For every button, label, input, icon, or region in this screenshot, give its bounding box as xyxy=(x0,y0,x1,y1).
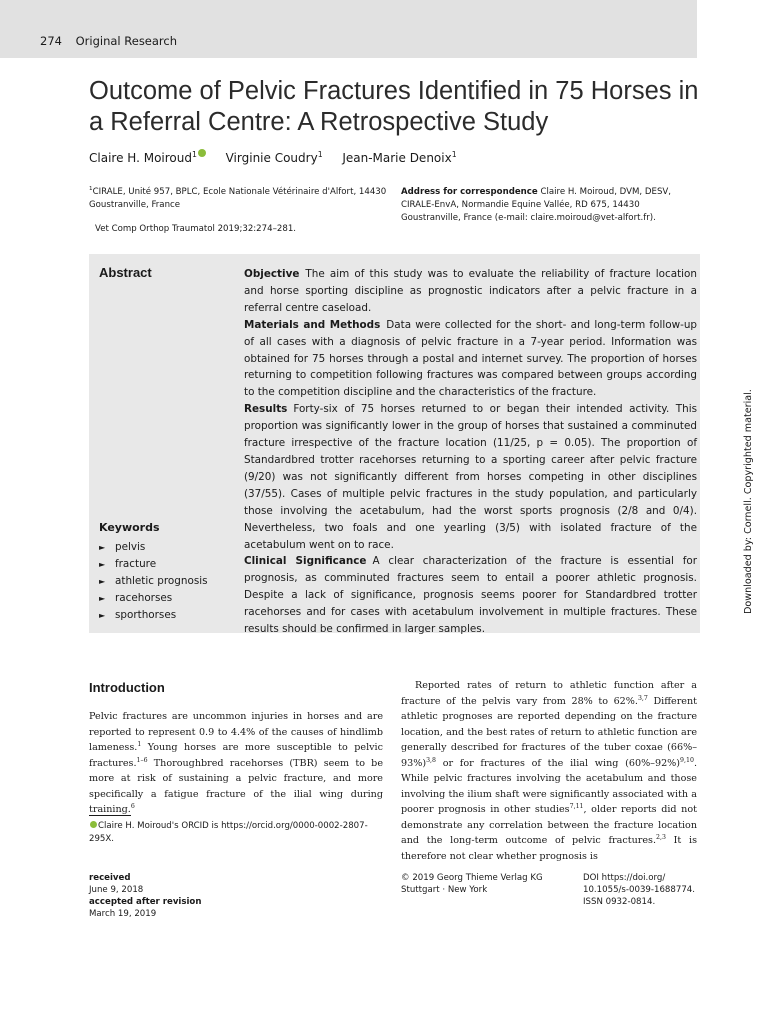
revised-date: March 19, 2019 xyxy=(89,909,157,919)
keywords-list xyxy=(99,539,208,624)
affiliation-sup: 1 xyxy=(89,186,93,193)
intro-text: , older reports did not demonstrate any correlation between the fracture location and the long-term outcome of pelvic fractures. xyxy=(401,804,697,846)
reference-sup[interactable]: 9,10 xyxy=(680,756,694,764)
doi-info xyxy=(583,872,695,908)
keyword-item xyxy=(99,556,208,573)
author-affil-sup: 1 xyxy=(191,150,197,159)
article-title: Outcome of Pelvic Fractures Identified in 75 Horses in a Referral Centre: A Retrospective Study xyxy=(89,77,699,136)
introduction-right-column xyxy=(401,678,697,864)
keyword-item xyxy=(99,539,208,556)
keyword-text: sporthorses xyxy=(115,609,177,621)
intro-text: Pelvic fractures are uncommon injuries in horses and are reported to represent 0.9 to 4.4% of the causes of hindlimb lameness. xyxy=(89,711,383,753)
significance-text: A clear characterization of the fracture is essential for prognosis, as comminuted fractures seem to entail a poorer athletic prognosis. Despite a lack of significance, prognosis seems poorer for Standardbred trotter racehorses and for cases with acetabulum involvement in multiple fractures. These results should be confirmed in larger samples. xyxy=(244,555,697,636)
reference-sup[interactable]: 3,8 xyxy=(426,756,436,764)
keyword-text: pelvis xyxy=(115,541,146,553)
page-number: 274 xyxy=(40,34,62,48)
abstract-results xyxy=(244,401,697,553)
intro-text: Reported rates of return to athletic function after a fracture of the pelvis vary from 28% to 62%. xyxy=(401,680,697,707)
intro-text: or for fractures of the ilial wing (60%–92%) xyxy=(436,757,681,769)
significance-label: Clinical Significance xyxy=(244,555,367,568)
intro-paragraph xyxy=(401,678,697,864)
affiliation xyxy=(89,186,389,212)
arrow-right-icon: ► xyxy=(99,611,106,620)
abstract-heading: Abstract xyxy=(99,265,152,280)
copyright-line: Stuttgart · New York xyxy=(401,885,488,895)
orcid-footnote xyxy=(89,820,385,846)
abstract-significance xyxy=(244,553,697,638)
intro-text: Thoroughbred racehorses (TBR) seem to be more at risk of sustaining a pelvic fracture, and more specifically a fatigue fracture of the ilial wing during training. xyxy=(89,757,383,815)
results-label: Results xyxy=(244,403,288,416)
methods-text: Data were collected for the short- and long-term follow-up of all cases with a diagnosis of pelvic fracture in a 7-year period. Information was obtained for 75 horses through a postal and internet survey. The proportion of horses returning to competition following fractures was compared between groups according to the competition discipline and the characteristics of the fracture. xyxy=(244,318,698,399)
keyword-text: racehorses xyxy=(115,592,173,604)
reference-sup[interactable]: 3,7 xyxy=(637,694,648,702)
author-affil-sup: 1 xyxy=(451,150,457,159)
intro-text: Different athletic prognoses are reported depending on the fracture location, and the best rates of return to athletic function are generally described for fractures of the tuber coxae (66%–93%) xyxy=(401,695,698,769)
introduction-left-column xyxy=(89,709,383,818)
keywords-heading: Keywords xyxy=(99,521,160,534)
reference-sup[interactable]: 2,3 xyxy=(656,833,666,841)
abstract-objective xyxy=(244,266,697,317)
methods-label: Materials and Methods xyxy=(244,318,381,331)
reference-sup[interactable]: 6 xyxy=(130,802,135,810)
copyright-notice xyxy=(401,872,543,896)
intro-text: It is therefore not clear whether prognosis is xyxy=(401,835,697,862)
reference-sup[interactable]: 1–6 xyxy=(136,756,148,764)
abstract-text xyxy=(244,266,697,638)
reference-sup[interactable]: 7,11 xyxy=(569,802,584,810)
received-date: June 9, 2018 xyxy=(89,885,144,895)
correspondence xyxy=(401,186,701,225)
results-text: Forty-six of 75 horses returned to or began their intended activity. This proportion was significantly lower in the group of horses that sustained a comminuted fracture irrespective of the fracture location (11/25, p = 0.05). The proportion of Standardbred trotter racehorses returning to a sporting career after pelvic fracture (9/20) was not significantly different from horses competing in other disciplines (37/55). Cases of multiple pelvic fractures in the study population, and particularly those involving the acetabulum, had the worst sports prognosis (2/8 and 0/4). Nevertheless, two foals and one yearling (3/5) with isolated fracture of the acetabulum went on to race. xyxy=(244,403,697,551)
objective-text: The aim of this study was to evaluate the reliability of fracture location and horse sporting discipline as prognostic indicators after a pelvic fracture in a referral centre caseload. xyxy=(244,268,697,314)
author-affil-sup: 1 xyxy=(317,150,323,159)
received-label: received xyxy=(89,873,131,883)
keyword-item xyxy=(99,590,208,607)
author-name: Claire H. Moiroud xyxy=(89,151,192,165)
abstract-methods xyxy=(244,317,697,402)
orcid-icon[interactable] xyxy=(198,149,206,157)
reference-sup[interactable]: 1 xyxy=(137,740,142,748)
introduction-heading: Introduction xyxy=(89,680,165,695)
author-name: Virginie Coudry xyxy=(225,151,318,165)
intro-text: . While pelvic fractures involving the acetabulum and those involving the ilium shaft were significantly associated with a poorer prognosis in other studies xyxy=(401,757,697,815)
copyright-line: © 2019 Georg Thieme Verlag KG xyxy=(401,873,543,883)
objective-label: Objective xyxy=(244,268,300,280)
citation: Vet Comp Orthop Traumatol 2019;32:274–281. xyxy=(95,224,297,234)
correspondence-label: Address for correspondence xyxy=(401,187,538,197)
orcid-icon xyxy=(90,821,97,828)
footnote-divider xyxy=(89,815,131,816)
correspondence-text: Claire H. Moiroud, DVM, DESV, CIRALE-EnvA, Normandie Equine Vallée, RD 675, 14430 Goustranville, France (e-mail: claire.moiroud@vet-alfort.fr). xyxy=(401,187,672,223)
doi-link[interactable]: 10.1055/s-0039-1688774. xyxy=(583,885,695,895)
revised-label: accepted after revision xyxy=(89,897,202,907)
doi-link[interactable]: DOI https://doi.org/ xyxy=(583,873,666,883)
received-dates xyxy=(89,872,201,920)
author-name: Jean-Marie Denoix xyxy=(342,151,452,165)
download-notice: Downloaded by: Cornell. Copyrighted material. xyxy=(743,389,754,614)
keyword-item xyxy=(99,573,208,590)
affiliation-text: CIRALE, Unité 957, BPLC, Ecole Nationale Vétérinaire d'Alfort, 14430 Goustranville, France xyxy=(89,187,387,210)
keyword-text: athletic prognosis xyxy=(115,575,208,587)
arrow-right-icon: ► xyxy=(99,594,106,603)
issn: ISSN 0932-0814. xyxy=(583,897,656,907)
keyword-item xyxy=(99,607,208,624)
running-header xyxy=(40,34,177,48)
keyword-text: fracture xyxy=(115,558,157,570)
arrow-right-icon: ► xyxy=(99,577,106,586)
arrow-right-icon: ► xyxy=(99,560,106,569)
intro-text: Young horses are more susceptible to pelvic fractures. xyxy=(89,742,383,769)
section-label: Original Research xyxy=(75,34,178,48)
footnote-text[interactable]: Claire H. Moiroud's ORCID is https://orcid.org/0000-0002-2807-295X. xyxy=(89,821,368,844)
arrow-right-icon: ► xyxy=(99,543,106,552)
author-list xyxy=(89,149,457,165)
header-band xyxy=(0,0,697,58)
